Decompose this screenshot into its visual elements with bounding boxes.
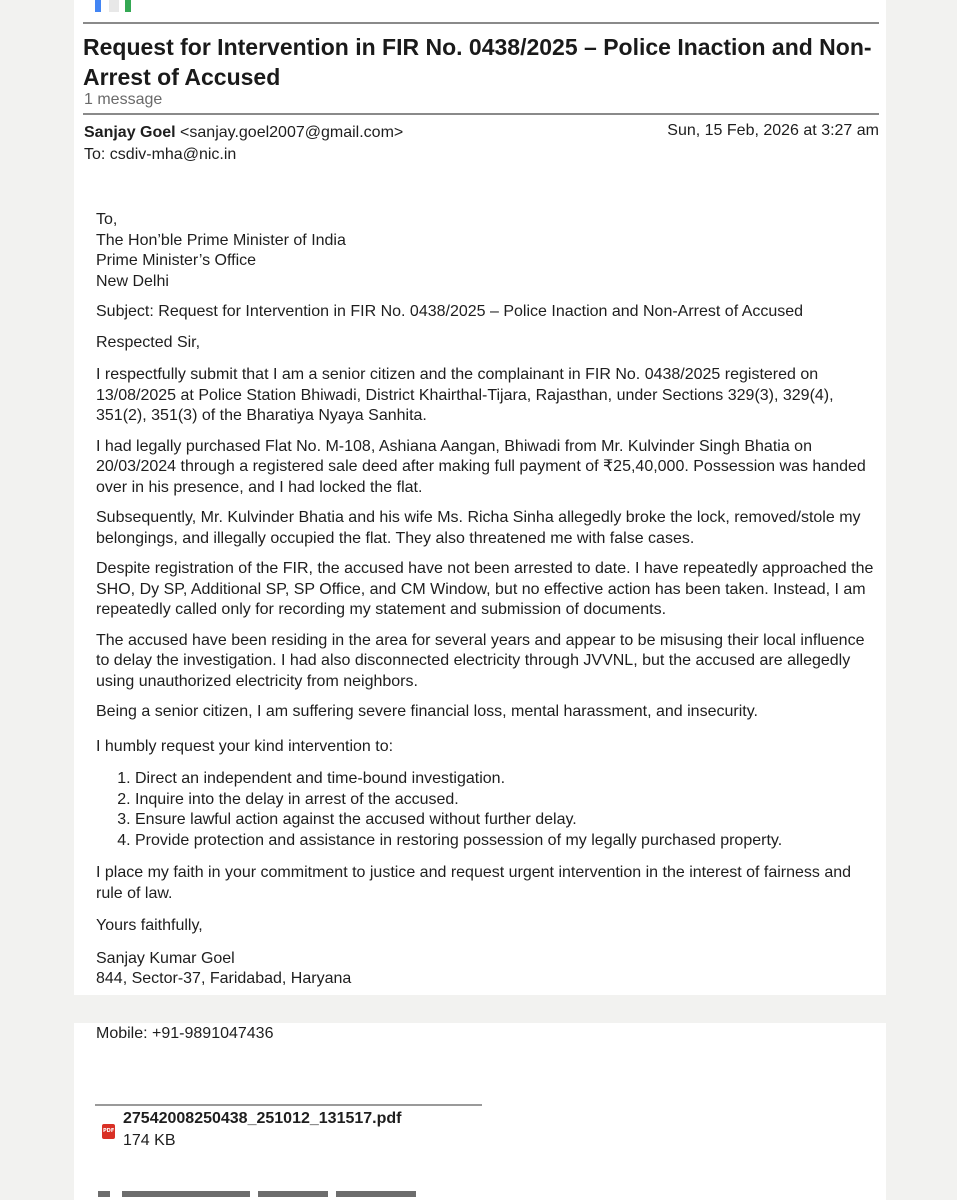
sender-name: Sanjay Goel [84,124,176,141]
attachment-size: 174 KB [123,1132,176,1149]
header-divider-top [83,22,879,24]
paragraph: I humbly request your kind intervention to: [96,737,394,755]
signature-name: Sanjay Kumar Goel [96,949,235,967]
paragraph: Being a senior citizen, I am suffering severe financial loss, mental harassment, and insecurity. [96,703,758,720]
salutation: Respected Sir, [96,333,201,351]
email-date: Sun, 15 Feb, 2026 at 3:27 am [667,122,879,139]
address-line: Prime Minister’s Office [96,252,257,269]
request-list [96,769,881,851]
next-attachment-cutoff [98,1191,418,1200]
paragraph: I had legally purchased Flat No. M-108, Ashiana Aangan, Bhiwadi from Mr. Kulvinder Singh Bhatia on 20/03/2024 through a registered sale deed after making full payment of ₹25,40,000. Possession was handed over in his presence, and I had locked the flat. [96,437,866,496]
email-subject: Request for Intervention in FIR No. 0438/2025 – Police Inaction and Non-Arrest of Accused [83,34,872,90]
closing-paragraph: I place my faith in your commitment to justice and request urgent intervention in the interest of fairness and rule of law. [96,864,852,902]
request-item: 2. Inquire into the delay in arrest of the accused. [135,790,881,811]
subject-line: Subject: Request for Intervention in FIR No. 0438/2025 – Police Inaction and Non-Arrest of Accused [96,303,804,320]
request-item: 1. Direct an independent and time-bound investigation. [135,769,881,790]
address-line: The Hon’ble Prime Minister of India [96,231,346,249]
paragraph: I respectfully submit that I am a senior citizen and the complainant in FIR No. 0438/2025 registered on 13/08/2025 at Police Station Bhiwadi, District Khairthal-Tijara, Rajasthan, under Sections 329(3), 329(4), 351(2), 351(3) of the Bharatiya Nyaya Sanhita. [96,366,834,424]
paragraph: Subsequently, Mr. Kulvinder Bhatia and his wife Ms. Richa Sinha allegedly broke the lock, removed/stole my belongings, and illegally occupied the flat. They also threatened me with false cases. [96,509,861,547]
mobile-number: Mobile: +91-9891047436 [96,1025,274,1042]
address-line: To, [96,211,118,228]
sender-line[interactable] [84,124,403,142]
attachments-divider [95,1104,482,1106]
email-body [96,210,881,990]
attachment-filename[interactable]: 27542008250438_251012_131517.pdf [123,1110,402,1127]
mail-logo-fragment [95,0,135,14]
paragraph: The accused have been residing in the area for several years and appear to be misusing their local influence to delay the investigation. I had also disconnected electricity through JVVNL, but the accused are allegedly using unauthorized electricity from neighbors. [96,631,865,690]
message-count: 1 message [84,91,163,108]
signature-address: 844, Sector-37, Faridabad, Haryana [96,970,352,987]
address-line: New Delhi [96,272,169,290]
recipient-line: To: csdiv-mha@nic.in [84,146,237,163]
header-divider-bottom [83,113,879,115]
signoff: Yours faithfully, [96,917,203,934]
paragraph: Despite registration of the FIR, the accused have not been arrested to date. I have repeatedly approached the SHO, Dy SP, Additional SP, SP Office, and CM Window, but no effective action has been taken. Instead, I am repeatedly called only for recording my statement and submission of documents. [96,560,874,618]
request-item: 4. Provide protection and assistance in restoring possession of my legally purchased property. [135,831,881,852]
sender-email: <sanjay.goel2007@gmail.com> [180,124,404,141]
request-item: 3. Ensure lawful action against the accused without further delay. [135,810,881,831]
signature-block [96,949,881,990]
address-block [96,210,881,292]
pdf-file-icon[interactable] [102,1124,115,1139]
